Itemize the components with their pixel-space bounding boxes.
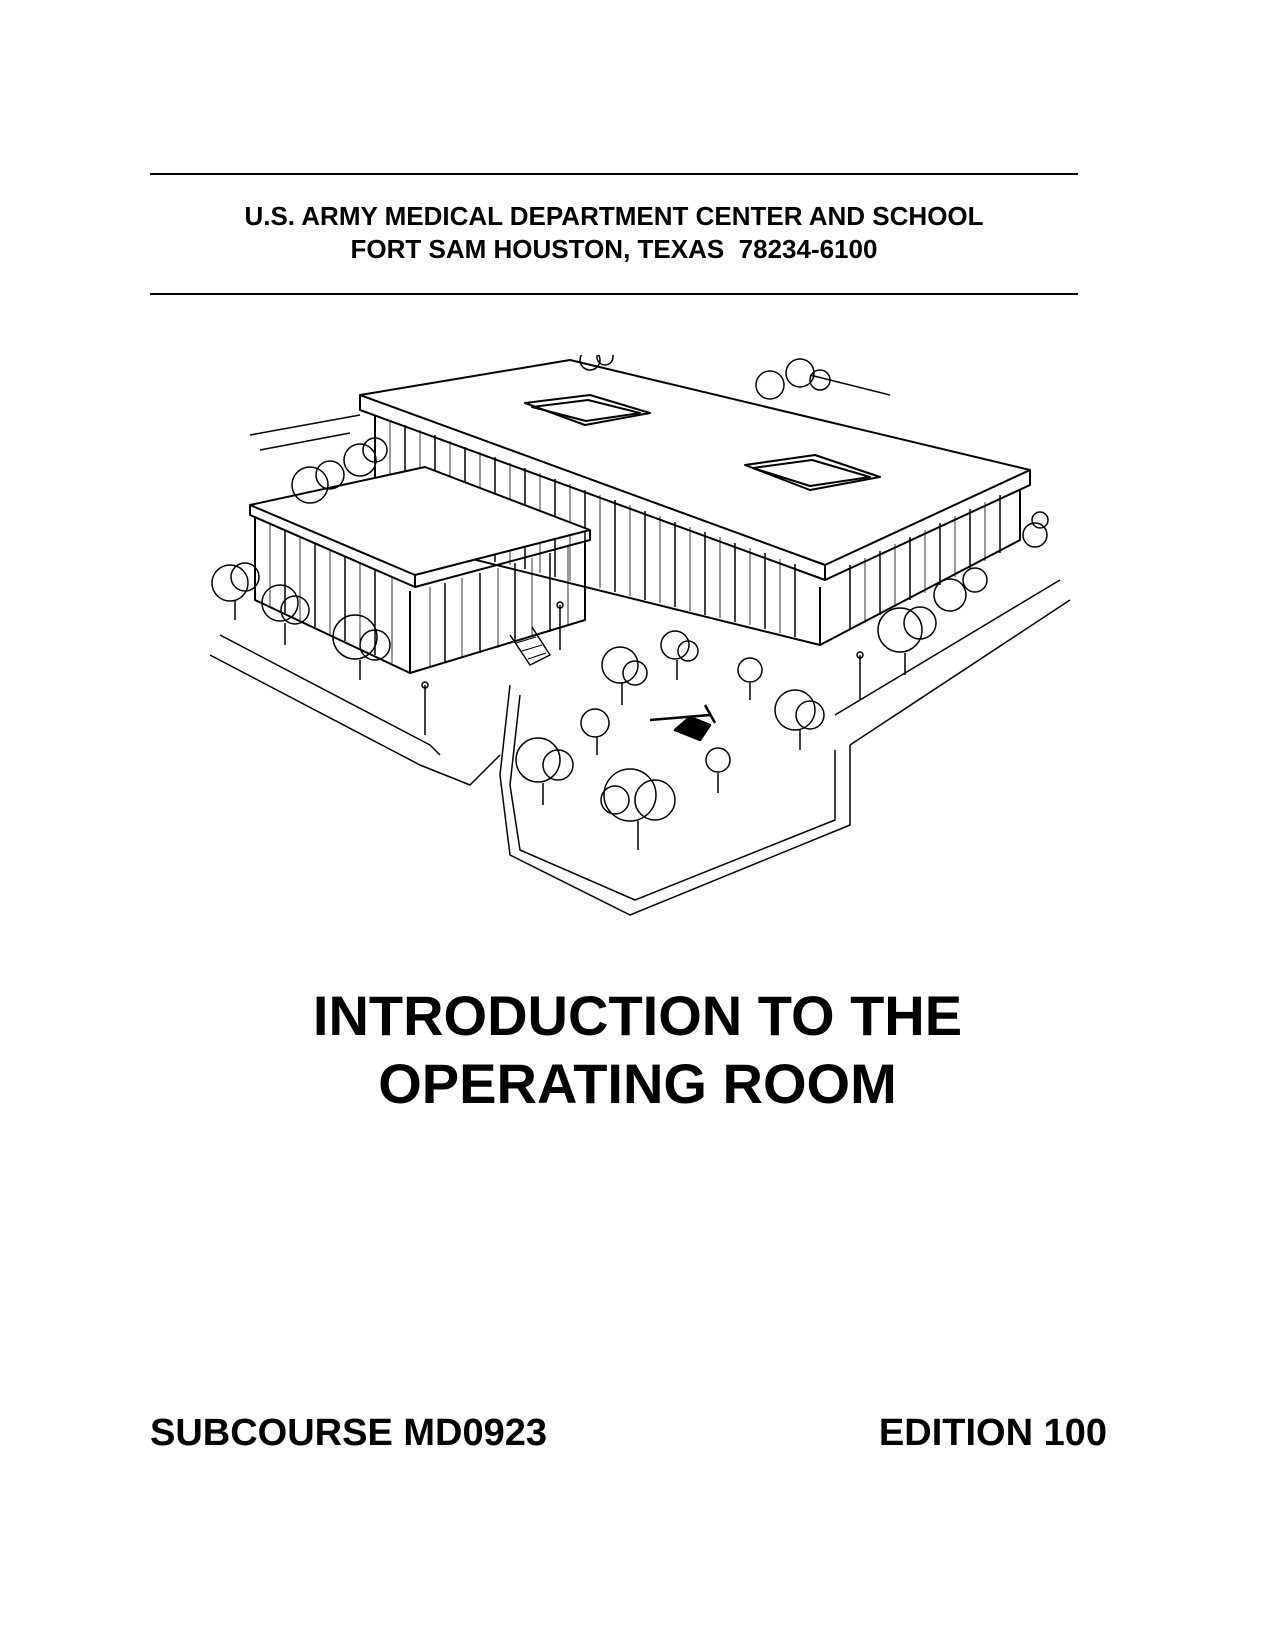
building-illustration — [210, 355, 1135, 940]
lamp-posts — [422, 602, 863, 735]
title-line-2: OPERATING ROOM — [378, 1052, 897, 1115]
document-title — [0, 982, 1275, 1118]
institution-address: FORT SAM HOUSTON, TEXAS 78234-6100 — [350, 234, 878, 264]
institution-header — [150, 200, 1078, 266]
institution-name: U.S. ARMY MEDICAL DEPARTMENT CENTER AND SCHOOL — [244, 201, 984, 231]
title-line-1: INTRODUCTION TO THE — [312, 984, 963, 1047]
front-building — [250, 467, 590, 673]
top-divider — [150, 173, 1078, 175]
subcourse-label: SUBCOURSE MD0923 — [150, 1412, 547, 1454]
helicopter-icon — [650, 705, 715, 740]
edition-label: EDITION 100 — [878, 1412, 1107, 1454]
bottom-divider — [150, 293, 1078, 295]
